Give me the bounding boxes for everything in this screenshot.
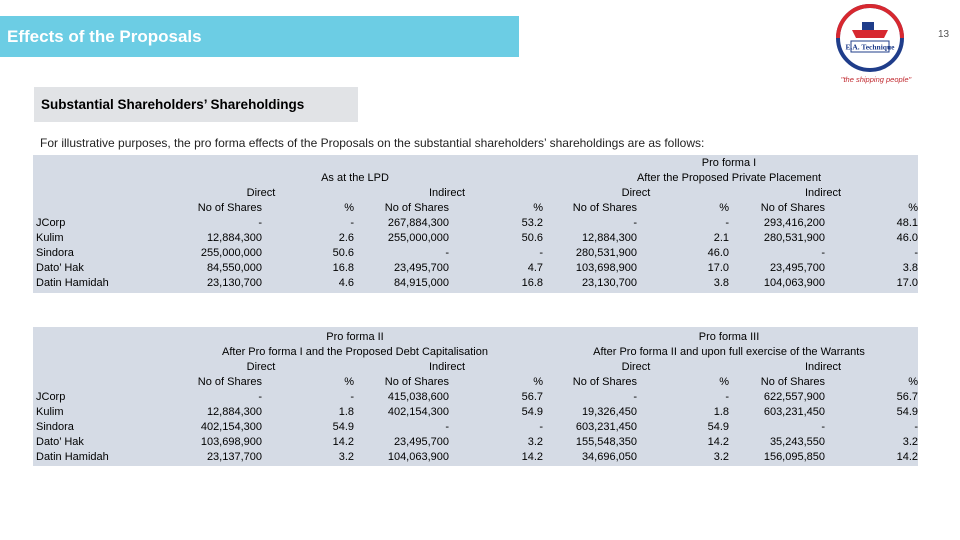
indirect-pct-cell: 56.7 bbox=[896, 391, 918, 403]
indirect-shares-cell: 280,531,900 bbox=[763, 232, 825, 244]
direct-pct-cell: 3.2 bbox=[338, 451, 354, 463]
direct-shares-cell: 402,154,300 bbox=[200, 421, 262, 433]
direct-pct-cell: 54.9 bbox=[332, 421, 354, 433]
direct-header: Direct bbox=[621, 361, 651, 373]
indirect-header: Indirect bbox=[428, 187, 466, 199]
shareholder-name: Dato’ Hak bbox=[36, 436, 84, 448]
indirect-shares-cell: 104,063,900 bbox=[387, 451, 449, 463]
shareholder-name: Kulim bbox=[36, 406, 64, 418]
indirect-pct-cell: 3.2 bbox=[902, 436, 918, 448]
pct-header: % bbox=[908, 202, 918, 214]
direct-pct-cell: 46.0 bbox=[707, 247, 729, 259]
indirect-shares-cell: - bbox=[821, 421, 825, 433]
indirect-pct-cell: - bbox=[539, 421, 543, 433]
direct-pct-cell: 54.9 bbox=[707, 421, 729, 433]
direct-shares-cell: 255,000,000 bbox=[200, 247, 262, 259]
direct-pct-cell: 2.1 bbox=[713, 232, 729, 244]
table2-right-subheading: After Pro forma II and upon full exercise of the Warrants bbox=[593, 346, 865, 358]
indirect-pct-cell: 17.0 bbox=[896, 277, 918, 289]
direct-pct-cell: 4.6 bbox=[338, 277, 354, 289]
indirect-shares-cell: 156,095,850 bbox=[763, 451, 825, 463]
logo-text: E.A. Technique bbox=[845, 42, 895, 52]
direct-shares-cell: 12,884,300 bbox=[206, 406, 262, 418]
indirect-pct-cell: 14.2 bbox=[521, 451, 543, 463]
direct-pct-cell: - bbox=[725, 391, 729, 403]
indirect-shares-cell: - bbox=[445, 247, 449, 259]
shareholder-name: Sindora bbox=[36, 421, 74, 433]
indirect-header: Indirect bbox=[804, 361, 842, 373]
direct-pct-cell: 3.2 bbox=[713, 451, 729, 463]
indirect-header: Indirect bbox=[428, 361, 466, 373]
direct-shares-cell: 12,884,300 bbox=[206, 232, 262, 244]
no-of-shares-header: No of Shares bbox=[760, 202, 825, 214]
table2-left-heading: Pro forma II bbox=[326, 331, 384, 343]
indirect-pct-cell: 54.9 bbox=[896, 406, 918, 418]
direct-shares-cell: 23,137,700 bbox=[206, 451, 262, 463]
pct-header: % bbox=[719, 202, 729, 214]
indirect-shares-cell: 293,416,200 bbox=[763, 217, 825, 229]
no-of-shares-header: No of Shares bbox=[197, 376, 262, 388]
direct-shares-cell: 103,698,900 bbox=[200, 436, 262, 448]
direct-shares-cell: 23,130,700 bbox=[206, 277, 262, 289]
indirect-shares-cell: 622,557,900 bbox=[763, 391, 825, 403]
direct-shares-cell: 280,531,900 bbox=[575, 247, 637, 259]
direct-pct-cell: 1.8 bbox=[713, 406, 729, 418]
shareholder-name: JCorp bbox=[36, 217, 66, 229]
indirect-pct-cell: 14.2 bbox=[896, 451, 918, 463]
indirect-shares-cell: 84,915,000 bbox=[393, 277, 449, 289]
title-bar bbox=[0, 16, 519, 57]
section-heading: Substantial Shareholders’ Shareholdings bbox=[41, 97, 305, 112]
direct-pct-cell: 1.8 bbox=[338, 406, 354, 418]
page-number: 13 bbox=[938, 29, 950, 40]
indirect-shares-cell: 35,243,550 bbox=[769, 436, 825, 448]
direct-shares-cell: 155,548,350 bbox=[575, 436, 637, 448]
indirect-pct-cell: 16.8 bbox=[521, 277, 543, 289]
direct-shares-cell: 103,698,900 bbox=[575, 262, 637, 274]
direct-shares-cell: 603,231,450 bbox=[575, 421, 637, 433]
indirect-pct-cell: 46.0 bbox=[896, 232, 918, 244]
section-heading-box bbox=[34, 87, 358, 122]
indirect-shares-cell: 23,495,700 bbox=[393, 262, 449, 274]
direct-pct-cell: 2.6 bbox=[338, 232, 354, 244]
table1-left-subheading: As at the LPD bbox=[321, 172, 389, 184]
no-of-shares-header: No of Shares bbox=[572, 376, 637, 388]
no-of-shares-header: No of Shares bbox=[572, 202, 637, 214]
indirect-header: Indirect bbox=[804, 187, 842, 199]
direct-header: Direct bbox=[246, 187, 276, 199]
no-of-shares-header: No of Shares bbox=[760, 376, 825, 388]
direct-shares-cell: - bbox=[633, 391, 637, 403]
direct-shares-cell: - bbox=[258, 217, 262, 229]
direct-header: Direct bbox=[246, 361, 276, 373]
logo-tagline: "the shipping people" bbox=[840, 75, 912, 84]
indirect-pct-cell: 50.6 bbox=[521, 232, 543, 244]
direct-pct-cell: 3.8 bbox=[713, 277, 729, 289]
direct-shares-cell: - bbox=[258, 391, 262, 403]
indirect-shares-cell: 603,231,450 bbox=[763, 406, 825, 418]
indirect-shares-cell: 104,063,900 bbox=[763, 277, 825, 289]
shareholder-name: Dato’ Hak bbox=[36, 262, 84, 274]
table2-right-heading: Pro forma III bbox=[698, 331, 760, 343]
direct-pct-cell: - bbox=[350, 217, 354, 229]
direct-pct-cell: 14.2 bbox=[707, 436, 729, 448]
direct-pct-cell: - bbox=[725, 217, 729, 229]
pct-header: % bbox=[344, 376, 354, 388]
slide-title: Effects of the Proposals bbox=[7, 27, 202, 46]
shareholder-name: JCorp bbox=[36, 391, 66, 403]
direct-pct-cell: 16.8 bbox=[332, 262, 354, 274]
direct-shares-cell: - bbox=[633, 217, 637, 229]
direct-pct-cell: 50.6 bbox=[332, 247, 354, 259]
pct-header: % bbox=[533, 202, 543, 214]
indirect-pct-cell: 53.2 bbox=[521, 217, 543, 229]
direct-pct-cell: 14.2 bbox=[332, 436, 354, 448]
shareholder-name: Sindora bbox=[36, 247, 74, 259]
no-of-shares-header: No of Shares bbox=[384, 202, 449, 214]
pct-header: % bbox=[344, 202, 354, 214]
indirect-shares-cell: - bbox=[445, 421, 449, 433]
indirect-pct-cell: - bbox=[914, 247, 918, 259]
direct-header: Direct bbox=[621, 187, 651, 199]
indirect-pct-cell: - bbox=[914, 421, 918, 433]
intro-text: For illustrative purposes, the pro forma effects of the Proposals on the substantial shareholders’ shareholdings are as follows: bbox=[40, 136, 705, 150]
indirect-pct-cell: - bbox=[539, 247, 543, 259]
pct-header: % bbox=[719, 376, 729, 388]
shareholder-name: Datin Hamidah bbox=[36, 451, 109, 463]
indirect-pct-cell: 3.2 bbox=[527, 436, 543, 448]
indirect-pct-cell: 4.7 bbox=[527, 262, 543, 274]
direct-shares-cell: 12,884,300 bbox=[581, 232, 637, 244]
indirect-pct-cell: 3.8 bbox=[902, 262, 918, 274]
shareholder-name: Datin Hamidah bbox=[36, 277, 109, 289]
table2-left-subheading: After Pro forma I and the Proposed Debt Capitalisation bbox=[222, 346, 488, 358]
indirect-shares-cell: 23,495,700 bbox=[393, 436, 449, 448]
company-logo bbox=[818, 0, 930, 88]
no-of-shares-header: No of Shares bbox=[384, 376, 449, 388]
indirect-shares-cell: 415,038,600 bbox=[387, 391, 449, 403]
indirect-shares-cell: - bbox=[821, 247, 825, 259]
table1-right-heading: Pro forma I bbox=[701, 157, 757, 169]
direct-shares-cell: 34,696,050 bbox=[581, 451, 637, 463]
indirect-shares-cell: 23,495,700 bbox=[769, 262, 825, 274]
direct-shares-cell: 84,550,000 bbox=[206, 262, 262, 274]
indirect-pct-cell: 56.7 bbox=[521, 391, 543, 403]
indirect-pct-cell: 54.9 bbox=[521, 406, 543, 418]
shareholder-name: Kulim bbox=[36, 232, 64, 244]
no-of-shares-header: No of Shares bbox=[197, 202, 262, 214]
direct-pct-cell: - bbox=[350, 391, 354, 403]
direct-shares-cell: 23,130,700 bbox=[581, 277, 637, 289]
direct-pct-cell: 17.0 bbox=[707, 262, 729, 274]
indirect-pct-cell: 48.1 bbox=[896, 217, 918, 229]
indirect-shares-cell: 255,000,000 bbox=[387, 232, 449, 244]
indirect-shares-cell: 267,884,300 bbox=[387, 217, 449, 229]
table1-right-subheading: After the Proposed Private Placement bbox=[636, 172, 822, 184]
direct-shares-cell: 19,326,450 bbox=[581, 406, 637, 418]
pct-header: % bbox=[908, 376, 918, 388]
indirect-shares-cell: 402,154,300 bbox=[387, 406, 449, 418]
pct-header: % bbox=[533, 376, 543, 388]
